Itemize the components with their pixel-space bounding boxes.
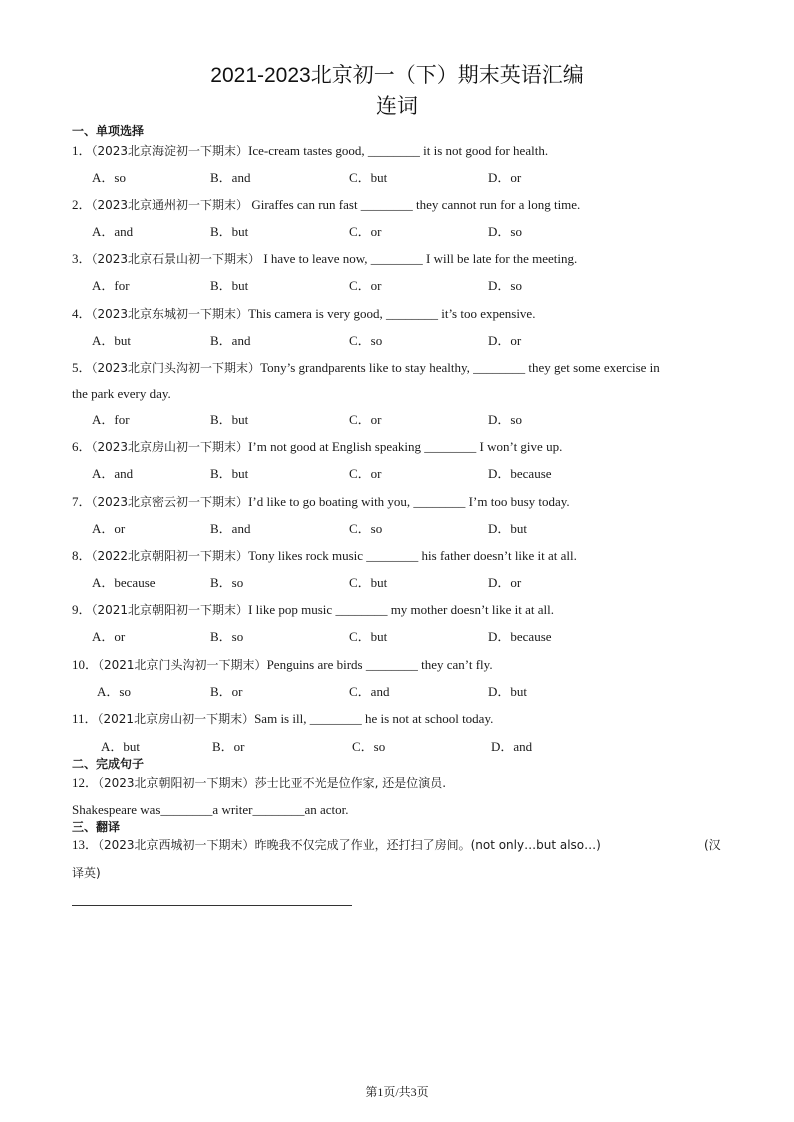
question-text: I like pop music ________ my mother doesn’t like it at all. [248, 602, 555, 617]
option-a[interactable]: A．for [92, 278, 130, 293]
question-13-tag-continuation: 译英) [72, 866, 101, 880]
answer-line[interactable] [72, 905, 352, 906]
question-10: 10．（2021北京门头沟初一下期末）Penguins are birds ________ they can’t fly. [72, 657, 493, 672]
question-13-tag: (汉 [704, 838, 721, 852]
section-heading-translation: 三、翻译 [72, 820, 121, 834]
page-footer: 第1页/共3页 [365, 1085, 429, 1099]
document-subtitle: 连词 [376, 95, 418, 118]
question-source: （2023北京门头沟初一下期末） [91, 361, 261, 375]
option-b[interactable]: B．or [212, 739, 245, 754]
option-d[interactable]: D．or [488, 170, 522, 185]
option-c[interactable]: C．so [352, 739, 386, 754]
option-d[interactable]: D．or [488, 575, 522, 590]
question-source: （2022北京朝阳初一下期末） [91, 549, 249, 563]
question-text: Penguins are birds ________ they can’t fly. [266, 657, 493, 672]
option-b[interactable]: B．so [210, 629, 244, 644]
option-d[interactable]: D．because [488, 466, 552, 481]
option-b[interactable]: B．so [210, 575, 244, 590]
option-c[interactable]: C．so [349, 521, 383, 536]
question-source: （2023北京石景山初一下期末） [91, 252, 261, 266]
question-5: 5．（2023北京门头沟初一下期末）Tony’s grandparents like to stay healthy, ________ they get some exercise in [72, 360, 660, 375]
question-text: Ice-cream tastes good, ________ it is not good for health. [248, 143, 549, 158]
question-text: 莎士比亚不光是位作家, 还是位演员. [254, 776, 447, 790]
option-b[interactable]: B．but [210, 224, 249, 239]
question-source: （2023北京通州初一下期末） [91, 198, 249, 212]
option-d[interactable]: D．so [488, 224, 522, 239]
option-c[interactable]: C．or [349, 466, 382, 481]
question-13: 13．（2023北京西城初一下期末）昨晚我不仅完成了作业，还打扫了房间。(not only…but also…) [72, 837, 601, 852]
question-5-continuation: the park every day. [72, 386, 171, 401]
option-a[interactable]: A．for [92, 412, 130, 427]
option-a[interactable]: A．so [92, 170, 126, 185]
option-a[interactable]: A．because [92, 575, 156, 590]
option-d[interactable]: D．so [488, 278, 522, 293]
question-text: Tony likes rock music ________ his father doesn’t like it at all. [248, 548, 577, 563]
option-c[interactable]: C．but [349, 170, 388, 185]
option-d[interactable]: D．but [488, 521, 528, 536]
question-12: 12．（2023北京朝阳初一下期末）莎士比亚不光是位作家, 还是位演员. [72, 775, 447, 790]
question-text: This camera is very good, ________ it’s too expensive. [248, 306, 536, 321]
option-c[interactable]: C．or [349, 278, 382, 293]
question-source: （2023北京东城初一下期末） [91, 307, 249, 321]
question-8: 8．（2022北京朝阳初一下期末）Tony likes rock music ________ his father doesn’t like it at all. [72, 548, 577, 563]
question-7: 7．（2023北京密云初一下期末）I’d like to go boating with you, ________ I’m too busy today. [72, 494, 570, 509]
question-source: （2023北京西城初一下期末） [98, 838, 255, 852]
question-source: （2021北京房山初一下期末） [97, 712, 255, 726]
option-a[interactable]: A．or [92, 521, 126, 536]
option-a[interactable]: A．so [97, 684, 131, 699]
option-d[interactable]: D．so [488, 412, 522, 427]
option-b[interactable]: B．and [210, 333, 251, 348]
question-text: Sam is ill, ________ he is not at school today. [254, 711, 494, 726]
section-heading-single-choice: 一、单项选择 [72, 124, 145, 138]
question-source: （2021北京朝阳初一下期末） [91, 603, 249, 617]
option-b[interactable]: B．and [210, 521, 251, 536]
question-text: 昨晚我不仅完成了作业，还打扫了房间。(not only…but also…) [254, 838, 601, 852]
option-d[interactable]: D．and [491, 739, 533, 754]
option-a[interactable]: A．but [101, 739, 141, 754]
option-c[interactable]: C．but [349, 575, 388, 590]
question-source: （2023北京房山初一下期末） [91, 440, 249, 454]
option-c[interactable]: C．but [349, 629, 388, 644]
option-b[interactable]: B．and [210, 170, 251, 185]
question-text: I’m not good at English speaking ________ I won’t give up. [248, 439, 563, 454]
option-b[interactable]: B．but [210, 466, 249, 481]
question-text: Giraffes can run fast ________ they cannot run for a long time. [248, 197, 581, 212]
option-b[interactable]: B．but [210, 412, 249, 427]
option-b[interactable]: B．or [210, 684, 243, 699]
option-d[interactable]: D．but [488, 684, 528, 699]
option-c[interactable]: C．so [349, 333, 383, 348]
question-source: （2023北京海淀初一下期末） [91, 144, 249, 158]
question-source: （2023北京朝阳初一下期末） [98, 776, 255, 790]
question-source: （2021北京门头沟初一下期末） [98, 658, 267, 672]
option-c[interactable]: C．and [349, 684, 390, 699]
option-d[interactable]: D．or [488, 333, 522, 348]
question-2: 2．（2023北京通州初一下期末） Giraffes can run fast ________ they cannot run for a long time. [72, 197, 581, 212]
question-3: 3．（2023北京石景山初一下期末） I have to leave now, ________ I will be late for the meeting. [72, 251, 578, 266]
option-b[interactable]: B．but [210, 278, 249, 293]
option-a[interactable]: A．but [92, 333, 132, 348]
option-c[interactable]: C．or [349, 412, 382, 427]
question-12-sentence[interactable]: Shakespeare was________a writer________an actor. [72, 802, 349, 817]
option-a[interactable]: A．and [92, 224, 134, 239]
question-text: I have to leave now, ________ I will be late for the meeting. [260, 251, 578, 266]
section-heading-complete-sentences: 二、完成句子 [72, 757, 145, 771]
question-source: （2023北京密云初一下期末） [91, 495, 249, 509]
question-4: 4．（2023北京东城初一下期末）This camera is very good, ________ it’s too expensive. [72, 306, 536, 321]
question-11: 11．（2021北京房山初一下期末）Sam is ill, ________ he is not at school today. [72, 711, 494, 726]
option-a[interactable]: A．or [92, 629, 126, 644]
option-a[interactable]: A．and [92, 466, 134, 481]
question-text: I’d like to go boating with you, ________ I’m too busy today. [248, 494, 570, 509]
question-1: 1．（2023北京海淀初一下期末）Ice-cream tastes good, ________ it is not good for health. [72, 143, 549, 158]
question-text: Tony’s grandparents like to stay healthy, ________ they get some exercise in [260, 360, 660, 375]
option-d[interactable]: D．because [488, 629, 552, 644]
option-c[interactable]: C．or [349, 224, 382, 239]
question-9: 9．（2021北京朝阳初一下期末）I like pop music ________ my mother doesn’t like it at all. [72, 602, 555, 617]
question-6: 6．（2023北京房山初一下期末）I’m not good at English speaking ________ I won’t give up. [72, 439, 563, 454]
document-title: 2021-2023北京初一（下）期末英语汇编 [210, 64, 584, 87]
